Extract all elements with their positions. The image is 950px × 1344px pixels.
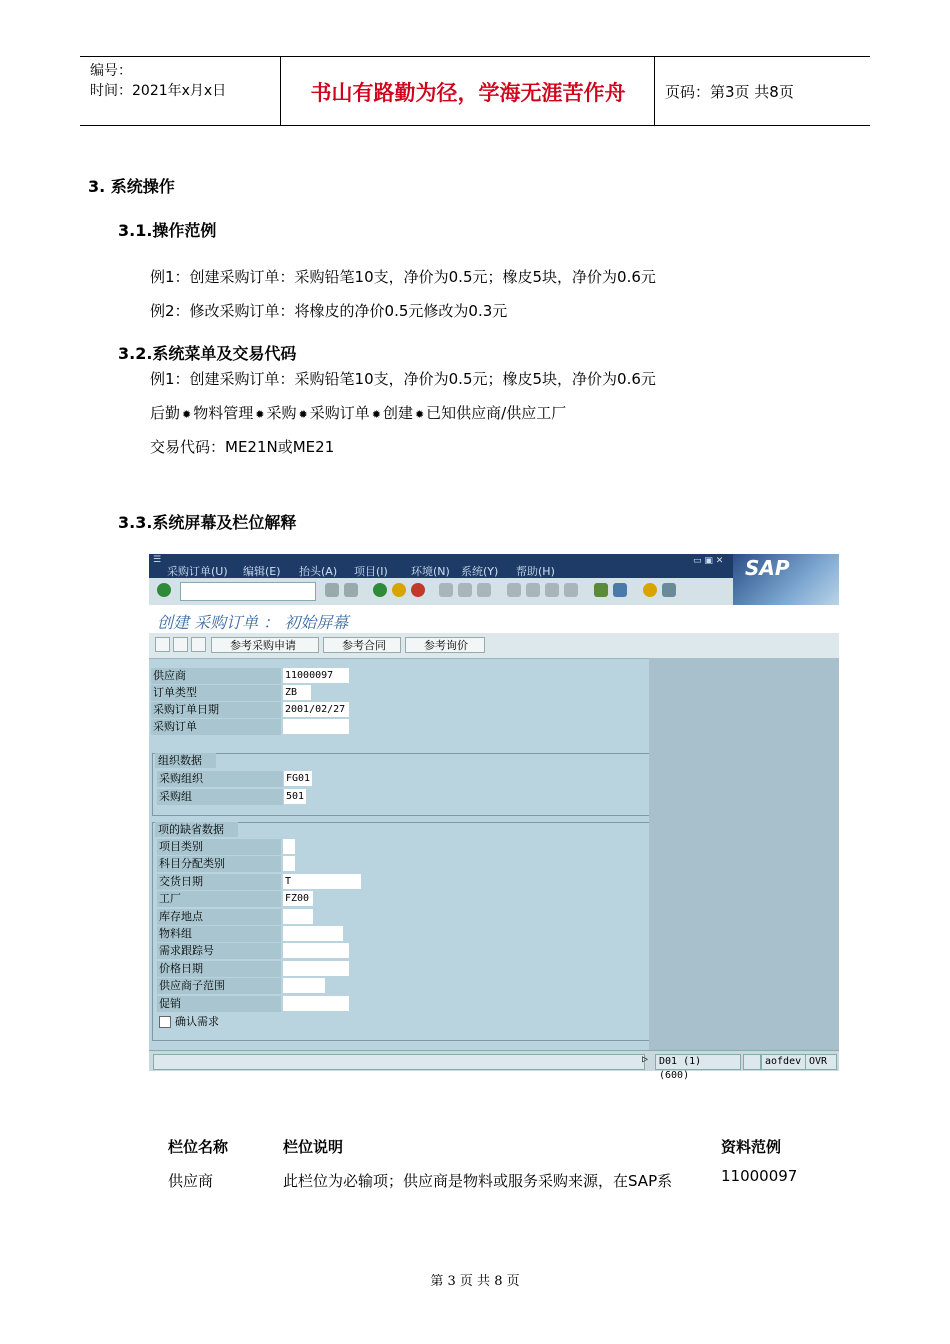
example-1-text: 例1：创建采购订单：采购铅笔10支，净价为0.5元；橡皮5块，净价为0.6元: [150, 268, 656, 286]
default-data-field[interactable]: FZ00: [283, 891, 313, 906]
header-left-cell: [90, 61, 226, 101]
enter-icon[interactable]: [157, 583, 171, 597]
help-icon[interactable]: [643, 583, 657, 597]
menu-path: [150, 402, 566, 423]
default-data-field[interactable]: [283, 856, 295, 871]
layout-menu-icon[interactable]: [662, 583, 676, 597]
default-data-label: 促销: [157, 996, 281, 1012]
new-session-icon[interactable]: [594, 583, 608, 597]
save-icon[interactable]: [344, 583, 358, 597]
last-page-icon[interactable]: [564, 583, 578, 597]
cancel-icon[interactable]: [411, 583, 425, 597]
find-icon[interactable]: [458, 583, 472, 597]
header-divider: [654, 57, 655, 125]
default-data-label: 供应商子范围: [157, 978, 281, 994]
sap-standard-toolbar: [149, 578, 733, 606]
menu-item[interactable]: 项目(I): [354, 565, 388, 578]
purch-org-label: 采购组织: [157, 771, 283, 787]
copy-icon[interactable]: [191, 637, 206, 652]
header-divider: [280, 57, 281, 125]
path-separator-icon: ✹: [371, 408, 381, 421]
confirm-requirement-label: 确认需求: [175, 1015, 219, 1028]
screen-title-bar: [149, 605, 839, 633]
ref-contract-button[interactable]: 参考合同: [323, 637, 401, 653]
field-name-cell: 供应商: [168, 1172, 214, 1190]
default-data-label: 物料组: [157, 926, 281, 942]
print-icon[interactable]: [439, 583, 453, 597]
path-separator-icon: ✹: [298, 408, 308, 421]
menu-purchase-order[interactable]: 采购订单(U): [167, 565, 228, 578]
menu-path-item: 后勤: [150, 404, 181, 422]
po-number-field[interactable]: [283, 719, 349, 734]
status-system: D01 (1) (600): [655, 1054, 741, 1070]
status-mode: OVR: [805, 1054, 837, 1070]
command-field[interactable]: [180, 582, 316, 601]
status-message-area: [153, 1054, 645, 1070]
section-3-1-title: 3.1.操作范例: [118, 221, 217, 240]
status-expand-icon[interactable]: ▷: [642, 1054, 649, 1065]
default-data-label: 需求跟踪号: [157, 943, 281, 959]
path-separator-icon: ✹: [182, 408, 192, 421]
default-data-field[interactable]: [283, 961, 349, 976]
sap-screenshot: [149, 554, 839, 1081]
order-type-label: 订单类型: [151, 685, 281, 701]
page-info: 页码：第3页 共8页: [665, 83, 794, 101]
next-page-icon[interactable]: [545, 583, 559, 597]
section-3-title: 3. 系统操作: [88, 177, 175, 196]
menu-header[interactable]: 抬头(A): [299, 565, 338, 578]
ref-purchase-requisition-button[interactable]: 参考采购申请: [211, 637, 319, 653]
screen-title: 创建 采购订单 ： 初始屏幕: [157, 613, 349, 632]
menu-path-item: 采购: [266, 404, 297, 422]
application-toolbar: [149, 633, 839, 659]
time-label: 时间：2021年x月x日: [90, 83, 227, 99]
first-page-icon[interactable]: [507, 583, 521, 597]
menu-path-item: 物料管理: [193, 404, 254, 422]
window-menu-icon[interactable]: ☰: [153, 555, 162, 565]
previous-page-icon[interactable]: [526, 583, 540, 597]
print-preview-icon[interactable]: [173, 637, 188, 652]
default-data-label: 价格日期: [157, 961, 281, 977]
org-data-title: 组织数据: [155, 753, 216, 768]
org-data-group: [152, 753, 651, 816]
purch-group-field[interactable]: 501: [286, 791, 305, 802]
menu-path-item: 采购订单: [309, 404, 370, 422]
po-date-label: 采购订单日期: [151, 702, 281, 718]
sap-logo: [733, 554, 839, 605]
header-overview-icon[interactable]: [155, 637, 170, 652]
default-data-label: 交货日期: [157, 874, 281, 890]
default-data-field[interactable]: [283, 926, 343, 941]
vendor-field[interactable]: 11000097: [283, 668, 349, 683]
item-default-data-title: 项的缺省数据: [155, 822, 238, 837]
menu-edit[interactable]: 编辑(E): [243, 565, 281, 578]
menu-system[interactable]: 系统(Y): [461, 565, 499, 578]
purch-org-field[interactable]: FG01: [286, 773, 311, 784]
window-controls-icon[interactable]: ▭ ▣ ✕: [693, 556, 724, 566]
status-bar: [149, 1050, 839, 1081]
right-panel: [649, 658, 839, 1050]
section-3-3-title: 3.3.系统屏幕及栏位解释: [118, 513, 297, 532]
po-date-field[interactable]: 2001/02/27: [283, 702, 349, 717]
col-header-name: 栏位名称: [168, 1138, 229, 1156]
ref-rfq-button[interactable]: 参考询价: [405, 637, 485, 653]
find-next-icon[interactable]: [477, 583, 491, 597]
back-arrow-icon[interactable]: [325, 583, 339, 597]
example-2-text: 例2：修改采购订单：将橡皮的净价0.5元修改为0.3元: [150, 302, 508, 320]
default-data-field[interactable]: [283, 909, 313, 924]
default-data-label: 工厂: [157, 891, 281, 907]
order-type-field[interactable]: ZB: [283, 685, 311, 700]
back-icon[interactable]: [373, 583, 387, 597]
section-3-2-title: 3.2.系统菜单及交易代码: [118, 344, 297, 363]
po-number-label: 采购订单: [151, 719, 281, 735]
field-desc-cell: 此栏位为必输项；供应商是物料或服务采购来源，在SAP系: [283, 1172, 673, 1190]
menu-path-item: 已知供应商/供应工厂: [426, 404, 567, 422]
transaction-code: 交易代码：ME21N或ME21: [150, 438, 335, 456]
confirm-requirement-checkbox[interactable]: [159, 1016, 171, 1028]
document-header: [80, 56, 870, 126]
sap-logo-text: SAP: [745, 556, 790, 580]
status-server: aofdev: [761, 1054, 809, 1070]
default-data-field[interactable]: [283, 996, 349, 1011]
default-data-field[interactable]: [283, 839, 295, 854]
path-separator-icon: ✹: [414, 408, 425, 421]
purch-group-label: 采购组: [157, 789, 283, 805]
path-separator-icon: ✹: [255, 408, 265, 421]
example-1-repeat-text: 例1：创建采购订单：采购铅笔10支，净价为0.5元；橡皮5块，净价为0.6元: [150, 370, 656, 388]
default-data-label: 库存地点: [157, 909, 281, 925]
menu-help[interactable]: 帮助(H): [516, 565, 555, 578]
field-example-cell: 11000097: [721, 1167, 798, 1185]
status-info-icon[interactable]: [743, 1054, 761, 1070]
vendor-label: 供应商: [151, 668, 281, 684]
motto: 书山有路勤为径，学海无涯苦作舟: [310, 80, 626, 105]
default-data-label: 项目类别: [157, 839, 281, 855]
menu-path-item: 创建: [382, 404, 413, 422]
exit-icon[interactable]: [392, 583, 406, 597]
default-data-field[interactable]: [283, 943, 349, 958]
number-label: 编号：: [90, 63, 132, 79]
default-data-field[interactable]: T: [283, 874, 361, 889]
page-footer: 第 3 页 共 8 页: [430, 1274, 520, 1289]
col-header-desc: 栏位说明: [283, 1138, 344, 1156]
shortcut-icon[interactable]: [613, 583, 627, 597]
menu-environment[interactable]: 环境(N): [411, 565, 450, 578]
col-header-example: 资料范例: [721, 1138, 782, 1156]
default-data-field[interactable]: [283, 978, 325, 993]
default-data-label: 科目分配类别: [157, 856, 281, 872]
